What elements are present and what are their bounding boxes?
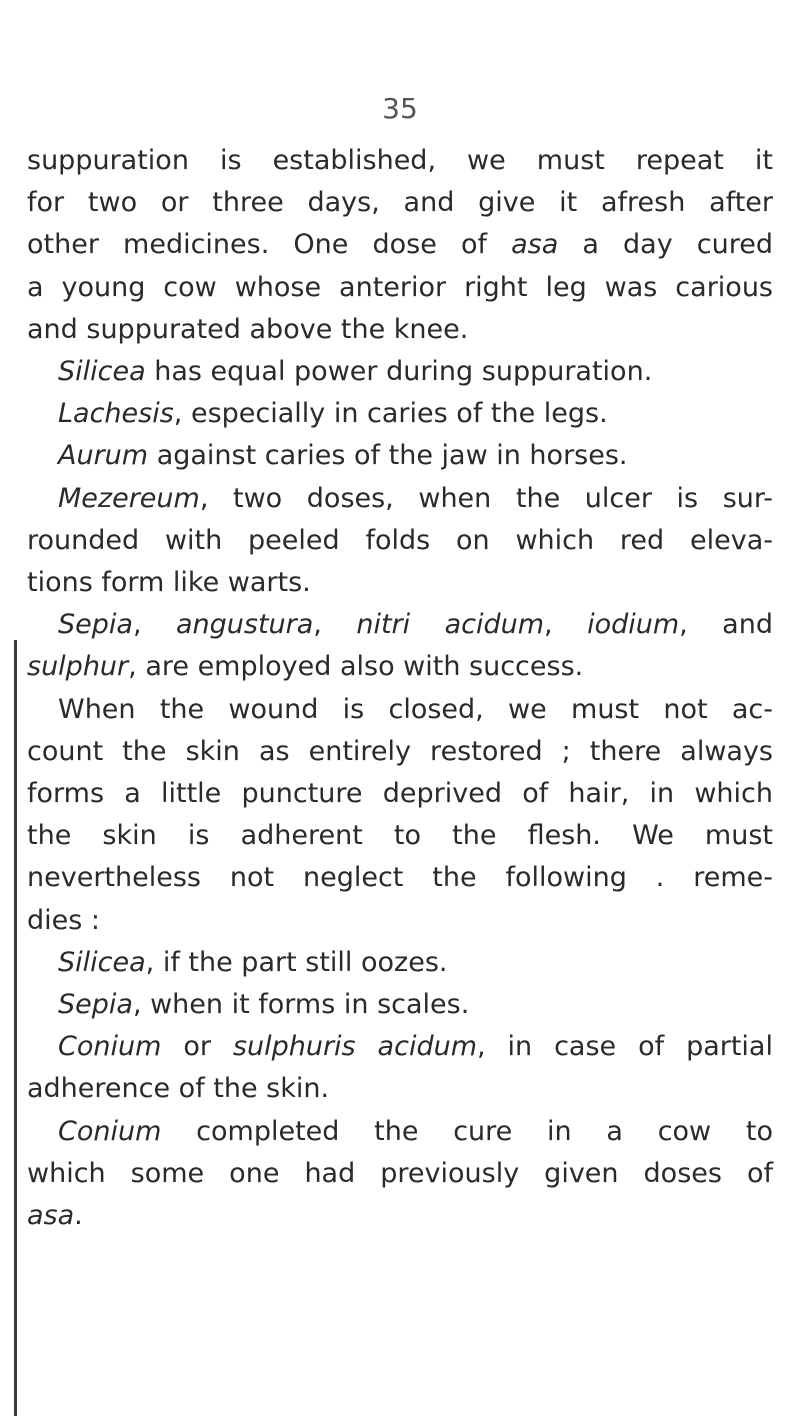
italic-term: angustura [175, 609, 314, 641]
text-line [27, 351, 773, 393]
text-line [27, 1026, 773, 1068]
text-line [27, 731, 773, 773]
text-line [27, 309, 773, 351]
text-segment: , when it forms in scales. [132, 989, 470, 1021]
text-segment: , are employed also with success. [128, 651, 584, 683]
text-segment: , if the part still oozes. [145, 946, 448, 978]
text-line [27, 224, 773, 266]
text-line [27, 140, 773, 182]
text-line [27, 520, 773, 562]
text-line [27, 182, 773, 224]
text-segment: , [132, 609, 176, 641]
italic-term: Conium [58, 1031, 162, 1063]
text-line [27, 435, 773, 477]
body-text [27, 140, 773, 1237]
text-segment: or [161, 1031, 233, 1063]
text-segment: , two doses, when the ulcer is sur- [199, 482, 773, 514]
text-segment: adherence of the skin. [27, 1073, 330, 1105]
text-segment: for two or three days, and give it afresh after [27, 187, 773, 219]
text-segment: against caries of the jaw in horses. [148, 440, 628, 472]
text-line [27, 646, 773, 688]
text-line [27, 1153, 773, 1195]
italic-term: asa [511, 229, 559, 261]
italic-term: iodium [587, 609, 680, 641]
text-segment: . [74, 1200, 83, 1232]
text-segment: , [544, 609, 588, 641]
text-line [27, 815, 773, 857]
text-segment: , [313, 609, 357, 641]
italic-term: Sepia [58, 989, 133, 1021]
text-segment: forms a little puncture deprived of hair, in which [27, 778, 773, 810]
text-segment: nevertheless not neglect the following . reme- [27, 862, 773, 894]
text-line [27, 562, 773, 604]
text-segment: , especially in caries of the legs. [173, 398, 608, 430]
text-line [27, 900, 773, 942]
italic-term: asa [27, 1200, 75, 1232]
text-line [27, 393, 773, 435]
text-segment: a day cured [558, 229, 773, 261]
italic-term: sulphuris acidum [232, 1031, 478, 1063]
text-line [27, 1068, 773, 1110]
text-line [27, 1111, 773, 1153]
text-segment: completed the cure in a cow to [161, 1115, 773, 1147]
page-edge-line [14, 640, 17, 1416]
text-segment: , and [679, 609, 773, 641]
text-segment: tions form like warts. [27, 567, 311, 599]
text-segment: which some one had previously given doses of [27, 1157, 773, 1189]
text-segment: When the wound is closed, we must not ac- [58, 693, 773, 725]
text-segment: suppuration is established, we must repeat it [27, 145, 773, 176]
text-segment: has equal power during suppuration. [145, 356, 653, 388]
italic-term: Silicea [58, 356, 146, 388]
italic-term: Mezereum [58, 482, 200, 514]
text-segment: a young cow whose anterior right leg was carious [27, 271, 773, 303]
text-segment: other medicines. One dose of [27, 229, 512, 261]
text-line [27, 604, 773, 646]
italic-term: Aurum [58, 440, 149, 472]
text-segment: and suppurated above the knee. [27, 313, 469, 345]
italic-term: Lachesis [58, 398, 174, 430]
page-number: 35 [382, 92, 418, 125]
text-segment: , in case of partial [477, 1031, 773, 1063]
text-segment: rounded with peeled folds on which red eleva- [27, 524, 773, 556]
italic-term: Sepia [58, 609, 133, 641]
text-line [27, 478, 773, 520]
text-segment: count the skin as entirely restored ; there always [27, 735, 773, 767]
italic-term: nitri acidum [356, 609, 545, 641]
italic-term: Silicea [58, 946, 146, 978]
text-line [27, 857, 773, 899]
text-line [27, 942, 773, 984]
text-line [27, 1195, 773, 1237]
text-line [27, 267, 773, 309]
italic-term: Conium [58, 1115, 162, 1147]
text-segment: dies : [27, 904, 100, 936]
text-line [27, 689, 773, 731]
text-line [27, 984, 773, 1026]
text-line [27, 773, 773, 815]
italic-term: sulphur [27, 651, 129, 683]
text-segment: the skin is adherent to the flesh. We must [27, 820, 773, 852]
